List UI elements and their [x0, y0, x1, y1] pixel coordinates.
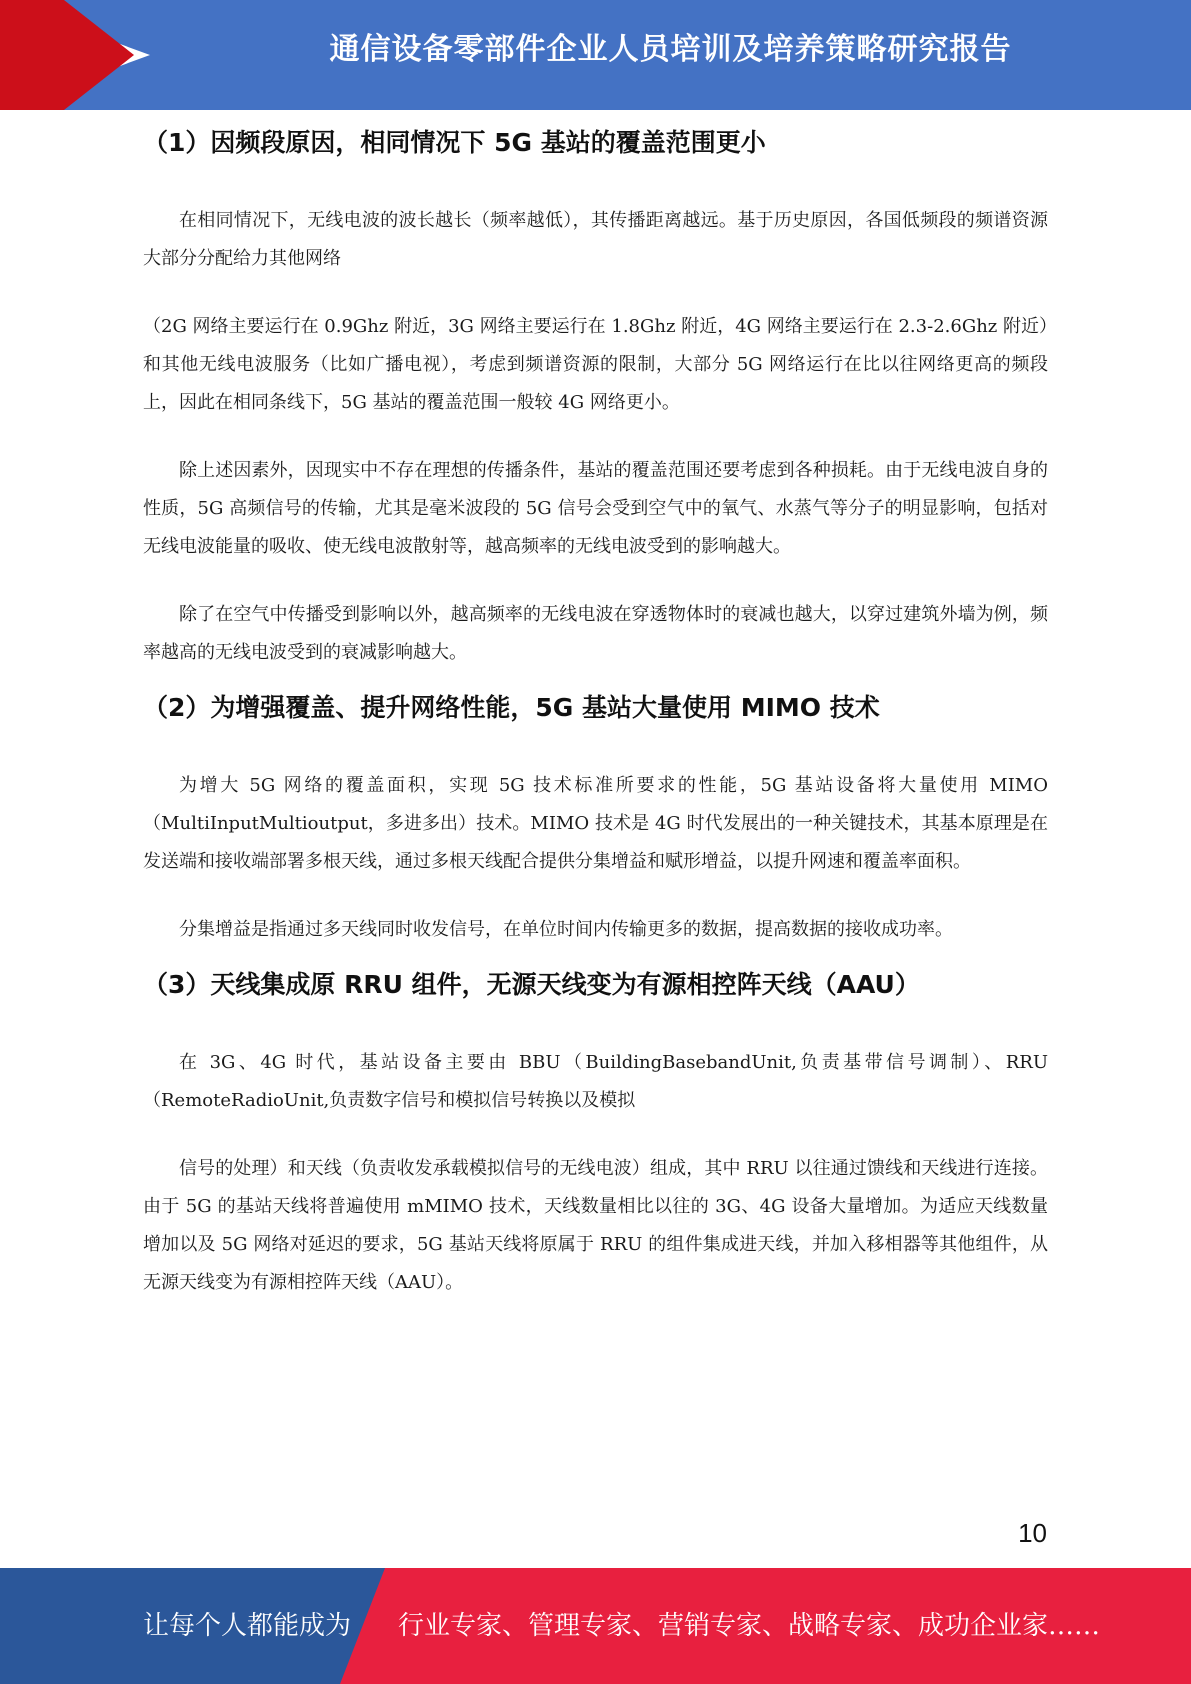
page-header: [0, 0, 1191, 110]
report-title: 通信设备零部件企业人员培训及培养策略研究报告: [329, 32, 1012, 67]
paragraph: 除上述因素外，因现实中不存在理想的传播条件，基站的覆盖范围还要考虑到各种损耗。由于无线电波自身的性质，5G 高频信号的传输，尤其是毫米波段的 5G 信号会受到空气中的氧气、水蒸气等分子的明显影响，包括对无线电波能量的吸收、使无线电波散射等，越高频率的无线电波受到的影响越大。: [143, 460, 1048, 557]
paragraph: （2G 网络主要运行在 0.9Ghz 附近，3G 网络主要运行在 1.8Ghz 附近，4G 网络主要运行在 2.3-2.6Ghz 附近）和其他无线电波服务（比如广播电视），考虑到频谱资源的限制，大部分 5G 网络运行在比以往网络更高的频段上，因此在相同条线下，5G 基站的覆盖范围一般较 4G 网络更小。: [143, 316, 1048, 413]
paragraph: 为增大 5G 网络的覆盖面积，实现 5G 技术标准所要求的性能，5G 基站设备将大量使用 MIMO（MultiInputMultioutput，多进多出）技术。MIMO 技术是 4G 时代发展出的一种关键技术，其基本原理是在发送端和接收端部署多根天线，通过多根天线配合提供分集增益和赋形增益，以提升网速和覆盖率面积。: [143, 775, 1048, 872]
section-2: [143, 690, 1048, 949]
header-red-band: [0, 0, 64, 110]
report-body: [143, 125, 1048, 1330]
section-1: [143, 125, 1048, 672]
footer-slogan-right: 行业专家、管理专家、营销专家、战略专家、成功企业家……: [398, 1611, 1101, 1641]
paragraph: 除了在空气中传播受到影响以外，越高频率的无线电波在穿透物体时的衰减也越大，以穿过建筑外墙为例，频率越高的无线电波受到的衰减影响越大。: [143, 604, 1048, 663]
paragraph: 在相同情况下，无线电波的波长越长（频率越低），其传播距离越远。基于历史原因，各国低频段的频谱资源大部分分配给力其他网络: [143, 210, 1048, 269]
section-3: [143, 967, 1048, 1302]
page-footer: [0, 1568, 1191, 1684]
paragraph: 信号的处理）和天线（负责收发承载模拟信号的无线电波）组成，其中 RRU 以往通过馈线和天线进行连接。由于 5G 的基站天线将普遍使用 mMIMO 技术，天线数量相比以往的 3G、4G 设备大量增加。为适应天线数量增加以及 5G 网络对延迟的要求，5G 基站天线将原属于 RRU 的组件集成进天线，并加入移相器等其他组件，从无源天线变为有源相控阵天线（AAU）。: [143, 1158, 1048, 1293]
section-heading: （1）因频段原因，相同情况下 5G 基站的覆盖范围更小: [143, 128, 766, 157]
section-heading: （2）为增强覆盖、提升网络性能，5G 基站大量使用 MIMO 技术: [143, 693, 880, 722]
paragraph: 分集增益是指通过多天线同时收发信号，在单位时间内传输更多的数据，提高数据的接收成功率。: [179, 919, 953, 940]
page-number: 10: [1018, 1518, 1047, 1548]
paragraph: 在 3G、4G 时代，基站设备主要由 BBU（BuildingBasebandUnit,负责基带信号调制）、RRU（RemoteRadioUnit,负责数字信号和模拟信号转换以及模拟: [143, 1052, 1048, 1111]
header-red-arrow: [64, 0, 134, 110]
section-heading: （3）天线集成原 RRU 组件，无源天线变为有源相控阵天线（AAU）: [143, 970, 920, 999]
footer-slogan-left: 让每个人都能成为: [143, 1611, 352, 1641]
